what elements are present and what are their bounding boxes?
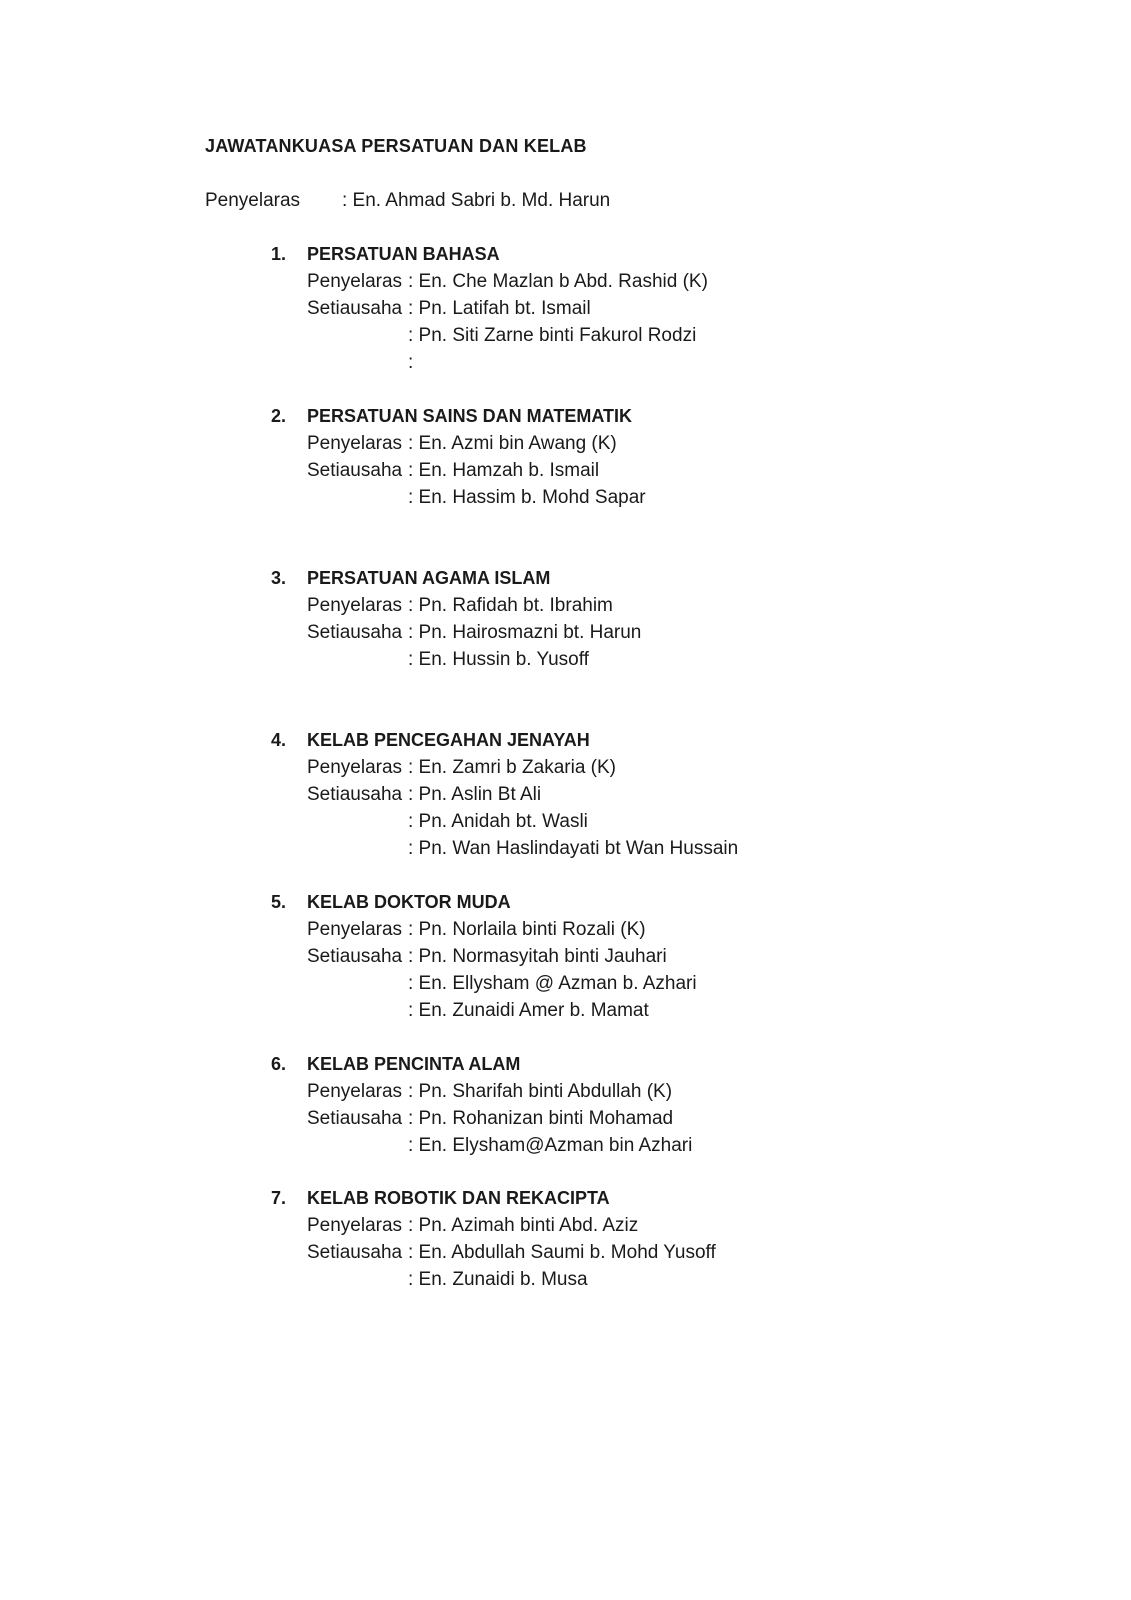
member-name: :	[408, 352, 414, 373]
document-title: JAWATANKUASA PERSATUAN DAN KELAB	[205, 136, 587, 156]
member-row	[271, 622, 971, 649]
section-number: 2.	[271, 406, 287, 426]
member-name: : En. Zamri b Zakaria (K)	[408, 757, 616, 778]
section-title: PERSATUAN SAINS DAN MATEMATIK	[307, 406, 632, 426]
role-label: Setiausaha	[307, 784, 403, 805]
main-coordinator-value: : En. Ahmad Sabri b. Md. Harun	[342, 190, 611, 211]
role-label: Penyelaras	[307, 757, 403, 778]
role-label: Penyelaras	[307, 1215, 403, 1236]
member-row	[271, 1269, 971, 1296]
member-name: : En. Zunaidi Amer b. Mamat	[408, 1000, 649, 1021]
section-kelab-pencegahan-jenayah	[271, 730, 971, 865]
member-name: : En. Che Mazlan b Abd. Rashid (K)	[408, 271, 708, 292]
member-row	[271, 973, 971, 1000]
member-name: : Pn. Anidah bt. Wasli	[408, 811, 588, 832]
section-kelab-pencinta-alam	[271, 1054, 971, 1162]
section-heading	[271, 892, 971, 919]
section-title: KELAB PENCINTA ALAM	[307, 1054, 521, 1074]
member-name: : En. Hamzah b. Ismail	[408, 460, 600, 481]
member-row	[271, 595, 971, 622]
member-name: : Pn. Azimah binti Abd. Aziz	[408, 1215, 639, 1236]
section-heading	[271, 568, 971, 595]
role-label: Setiausaha	[307, 1242, 403, 1263]
member-row	[271, 271, 971, 298]
main-coordinator-label: Penyelaras	[205, 190, 301, 211]
member-name: : En. Ellysham @ Azman b. Azhari	[408, 973, 697, 994]
section-number: 1.	[271, 244, 287, 264]
role-label: Setiausaha	[307, 298, 403, 319]
section-heading	[271, 1054, 971, 1081]
section-persatuan-bahasa	[271, 244, 971, 379]
member-row	[271, 1215, 971, 1242]
member-name: : Pn. Aslin Bt Ali	[408, 784, 542, 805]
member-name: : En. Zunaidi b. Musa	[408, 1269, 588, 1290]
member-name: : En. Elysham@Azman bin Azhari	[408, 1135, 693, 1156]
section-heading	[271, 730, 971, 757]
member-row	[271, 487, 971, 514]
member-row	[271, 352, 971, 379]
member-row	[271, 298, 971, 325]
member-row	[271, 1000, 971, 1027]
member-name: : En. Abdullah Saumi b. Mohd Yusoff	[408, 1242, 716, 1263]
section-number: 4.	[271, 730, 287, 750]
section-heading	[271, 244, 971, 271]
member-name: : Pn. Rafidah bt. Ibrahim	[408, 595, 613, 616]
member-name: : Pn. Siti Zarne binti Fakurol Rodzi	[408, 325, 697, 346]
role-label: Penyelaras	[307, 433, 403, 454]
section-persatuan-sains-dan-matematik	[271, 406, 971, 514]
member-name: : Pn. Hairosmazni bt. Harun	[408, 622, 642, 643]
section-number: 5.	[271, 892, 287, 912]
member-row	[271, 919, 971, 946]
member-row	[271, 649, 971, 676]
member-row	[271, 811, 971, 838]
member-name: : Pn. Wan Haslindayati bt Wan Hussain	[408, 838, 739, 859]
role-label: Setiausaha	[307, 1108, 403, 1129]
member-name: : Pn. Normasyitah binti Jauhari	[408, 946, 667, 967]
member-row	[271, 946, 971, 973]
section-number: 7.	[271, 1188, 287, 1208]
role-label: Penyelaras	[307, 271, 403, 292]
section-heading	[271, 1188, 971, 1215]
role-label: Penyelaras	[307, 919, 403, 940]
section-title: PERSATUAN BAHASA	[307, 244, 500, 264]
member-name: : En. Hussin b. Yusoff	[408, 649, 589, 670]
section-title: KELAB PENCEGAHAN JENAYAH	[307, 730, 590, 750]
member-row	[271, 1135, 971, 1162]
member-name: : Pn. Sharifah binti Abdullah (K)	[408, 1081, 673, 1102]
member-name: : Pn. Norlaila binti Rozali (K)	[408, 919, 646, 940]
member-name: : En. Azmi bin Awang (K)	[408, 433, 617, 454]
section-heading	[271, 406, 971, 433]
member-row	[271, 1081, 971, 1108]
member-row	[271, 757, 971, 784]
member-row	[271, 838, 971, 865]
member-row	[271, 784, 971, 811]
role-label: Setiausaha	[307, 946, 403, 967]
member-row	[271, 433, 971, 460]
member-name: : Pn. Latifah bt. Ismail	[408, 298, 591, 319]
section-title: KELAB ROBOTIK DAN REKACIPTA	[307, 1188, 610, 1208]
member-row	[271, 460, 971, 487]
section-number: 6.	[271, 1054, 287, 1074]
section-kelab-robotik-dan-rekacipta	[271, 1188, 971, 1296]
section-persatuan-agama-islam	[271, 568, 971, 676]
section-title: PERSATUAN AGAMA ISLAM	[307, 568, 551, 588]
role-label: Setiausaha	[307, 622, 403, 643]
member-row	[271, 1242, 971, 1269]
section-number: 3.	[271, 568, 287, 588]
member-row	[271, 325, 971, 352]
section-kelab-doktor-muda	[271, 892, 971, 1027]
role-label: Penyelaras	[307, 1081, 403, 1102]
member-row	[271, 1108, 971, 1135]
member-name: : Pn. Rohanizan binti Mohamad	[408, 1108, 674, 1129]
role-label: Penyelaras	[307, 595, 403, 616]
member-name: : En. Hassim b. Mohd Sapar	[408, 487, 646, 508]
role-label: Setiausaha	[307, 460, 403, 481]
section-title: KELAB DOKTOR MUDA	[307, 892, 511, 912]
